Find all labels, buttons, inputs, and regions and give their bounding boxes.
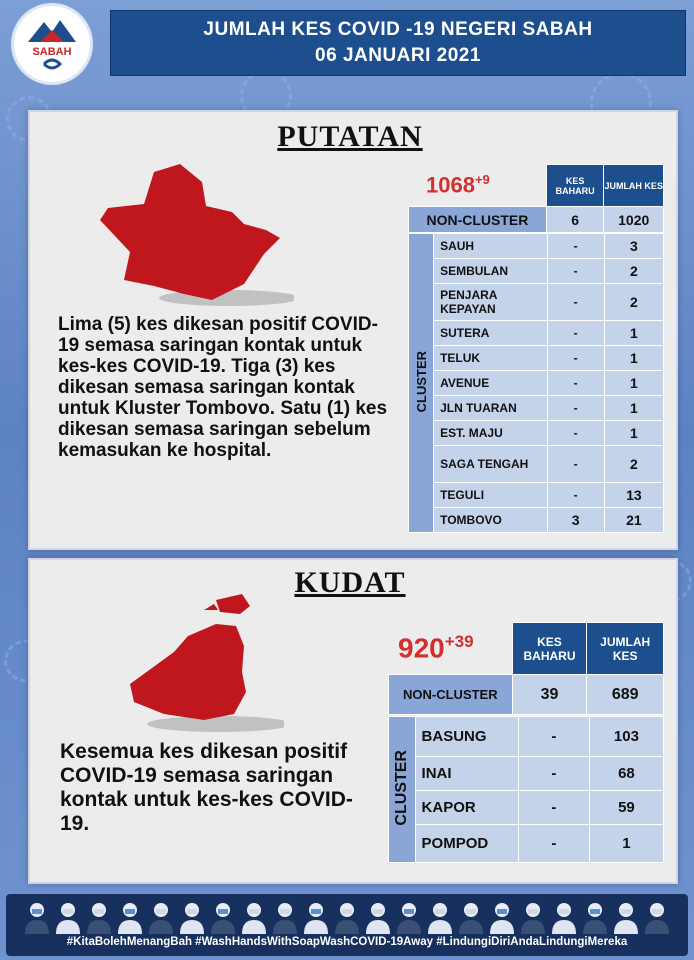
cluster-new: - — [547, 259, 604, 284]
kudat-non-cluster-row — [389, 675, 664, 715]
frontliner-icon — [363, 900, 393, 934]
mountain-logo-icon — [14, 6, 90, 82]
cluster-total: 1 — [604, 371, 663, 396]
cluster-new: - — [518, 717, 589, 757]
cluster-total: 1 — [589, 825, 663, 863]
cluster-name: BASUNG — [415, 717, 518, 757]
frontliner-icon — [301, 900, 331, 934]
frontliner-icon — [115, 900, 145, 934]
table-row — [409, 284, 664, 321]
table-row — [409, 371, 664, 396]
frontliner-icon — [22, 900, 52, 934]
cluster-name: EST. MAJU — [434, 421, 547, 446]
cluster-new: - — [547, 321, 604, 346]
frontliner-icon — [239, 900, 269, 934]
table-row — [389, 791, 664, 825]
frontliner-icon — [208, 900, 238, 934]
cluster-total: 21 — [604, 508, 663, 533]
putatan-description: Lima (5) kes dikesan positif COVID-19 semasa saringan kontak untuk kes-kes COVID-19. Tiga (3) kes dikesan semasa saringan kontak untuk Kluster Tombovo. Satu (1) kes dikesan semasa saringan sebelum kemasukan ke hospital. — [58, 314, 388, 461]
cluster-new: - — [547, 396, 604, 421]
cluster-name: SAGA TENGAH — [434, 446, 547, 483]
kudat-description: Kesemua kes dikesan positif COVID-19 semasa saringan kontak untuk kes-kes COVID-19. — [60, 740, 353, 835]
putatan-col-total: JUMLAH KES — [604, 165, 664, 207]
table-row — [389, 717, 664, 757]
kudat-total-new: +39 — [444, 632, 474, 651]
putatan-title: PUTATAN — [277, 120, 423, 153]
kudat-table — [388, 622, 664, 715]
cluster-new: - — [547, 483, 604, 508]
cluster-label: CLUSTER — [413, 350, 429, 413]
frontliner-icon — [177, 900, 207, 934]
frontliner-icon — [394, 900, 424, 934]
putatan-non-cluster-row — [409, 207, 664, 233]
cluster-total: 68 — [589, 757, 663, 791]
cluster-name: PENJARA KEPAYAN — [434, 284, 547, 321]
cluster-label: CLUSTER — [392, 749, 410, 826]
non-cluster-label: NON-CLUSTER — [389, 675, 513, 715]
frontliner-icon — [146, 900, 176, 934]
non-cluster-total: 1020 — [604, 207, 664, 233]
cluster-new: - — [547, 421, 604, 446]
cluster-new: - — [547, 284, 604, 321]
kudat-cluster-table — [388, 716, 664, 863]
kudat-map-icon — [124, 592, 284, 742]
frontliner-icon — [611, 900, 641, 934]
non-cluster-label: NON-CLUSTER — [409, 207, 547, 233]
non-cluster-new: 39 — [512, 675, 587, 715]
cluster-total: 2 — [604, 446, 663, 483]
cluster-total: 3 — [604, 234, 663, 259]
frontliner-icon — [53, 900, 83, 934]
table-row — [409, 508, 664, 533]
cluster-new: - — [547, 446, 604, 483]
table-row — [409, 346, 664, 371]
cluster-total: 1 — [604, 396, 663, 421]
cluster-total: 1 — [604, 421, 663, 446]
cluster-name: JLN TUARAN — [434, 396, 547, 421]
table-row — [409, 483, 664, 508]
putatan-map-icon — [94, 160, 294, 310]
non-cluster-total: 689 — [587, 675, 664, 715]
page-header — [110, 10, 686, 76]
non-cluster-new: 6 — [546, 207, 604, 233]
cluster-name: POMPOD — [415, 825, 518, 863]
header-title: JUMLAH KES COVID -19 NEGERI SABAH — [203, 19, 593, 40]
kudat-col-total: JUMLAH KES — [587, 623, 664, 675]
cluster-total: 59 — [589, 791, 663, 825]
frontliner-icon — [642, 900, 672, 934]
frontliner-icon — [332, 900, 362, 934]
sabah-logo — [14, 6, 90, 82]
cluster-total: 103 — [589, 717, 663, 757]
kudat-total-value: 920 — [398, 632, 445, 664]
table-row — [409, 234, 664, 259]
cluster-total: 13 — [604, 483, 663, 508]
putatan-table — [408, 164, 664, 233]
frontliner-icon — [549, 900, 579, 934]
cluster-new: - — [547, 234, 604, 259]
frontliner-icon — [580, 900, 610, 934]
putatan-cluster-table — [408, 233, 664, 533]
cluster-new: - — [518, 791, 589, 825]
frontliner-icon — [84, 900, 114, 934]
header-date: 06 JANUARI 2021 — [315, 45, 481, 66]
cluster-name: SAUH — [434, 234, 547, 259]
table-row — [409, 321, 664, 346]
cluster-total: 2 — [604, 259, 663, 284]
table-row — [409, 259, 664, 284]
putatan-col-new: KES BAHARU — [546, 165, 604, 207]
cluster-name: SEMBULAN — [434, 259, 547, 284]
cluster-name: AVENUE — [434, 371, 547, 396]
cluster-new: - — [547, 346, 604, 371]
cluster-new: - — [547, 371, 604, 396]
cluster-name: INAI — [415, 757, 518, 791]
cluster-name: KAPOR — [415, 791, 518, 825]
cluster-name: TELUK — [434, 346, 547, 371]
frontliner-icon — [456, 900, 486, 934]
frontliner-icon — [425, 900, 455, 934]
footer-hashtags: #KitaBolehMenangBah #WashHandsWithSoapWashCOVID-19Away #LindungiDiriAndaLindungiMereka — [66, 936, 628, 948]
cluster-new: 3 — [547, 508, 604, 533]
cluster-total: 2 — [604, 284, 663, 321]
table-row — [409, 396, 664, 421]
cluster-name: TEGULI — [434, 483, 547, 508]
frontliner-icon — [270, 900, 300, 934]
table-row — [389, 757, 664, 791]
cluster-label-cell — [389, 717, 416, 863]
cluster-total: 1 — [604, 346, 663, 371]
putatan-total-value: 1068 — [426, 172, 475, 198]
frontliner-icon — [487, 900, 517, 934]
cluster-total: 1 — [604, 321, 663, 346]
logo-text: SABAH — [32, 46, 72, 58]
cluster-new: - — [518, 757, 589, 791]
table-row — [389, 825, 664, 863]
cluster-label-cell — [409, 234, 434, 533]
cluster-new: - — [518, 825, 589, 863]
cluster-name: TOMBOVO — [434, 508, 547, 533]
table-row — [409, 421, 664, 446]
cluster-name: SUTERA — [434, 321, 547, 346]
table-row — [409, 446, 664, 483]
kudat-col-new: KES BAHARU — [512, 623, 587, 675]
kudat-title: KUDAT — [294, 566, 406, 599]
putatan-total-new: +9 — [474, 172, 490, 187]
frontliner-icon — [518, 900, 548, 934]
